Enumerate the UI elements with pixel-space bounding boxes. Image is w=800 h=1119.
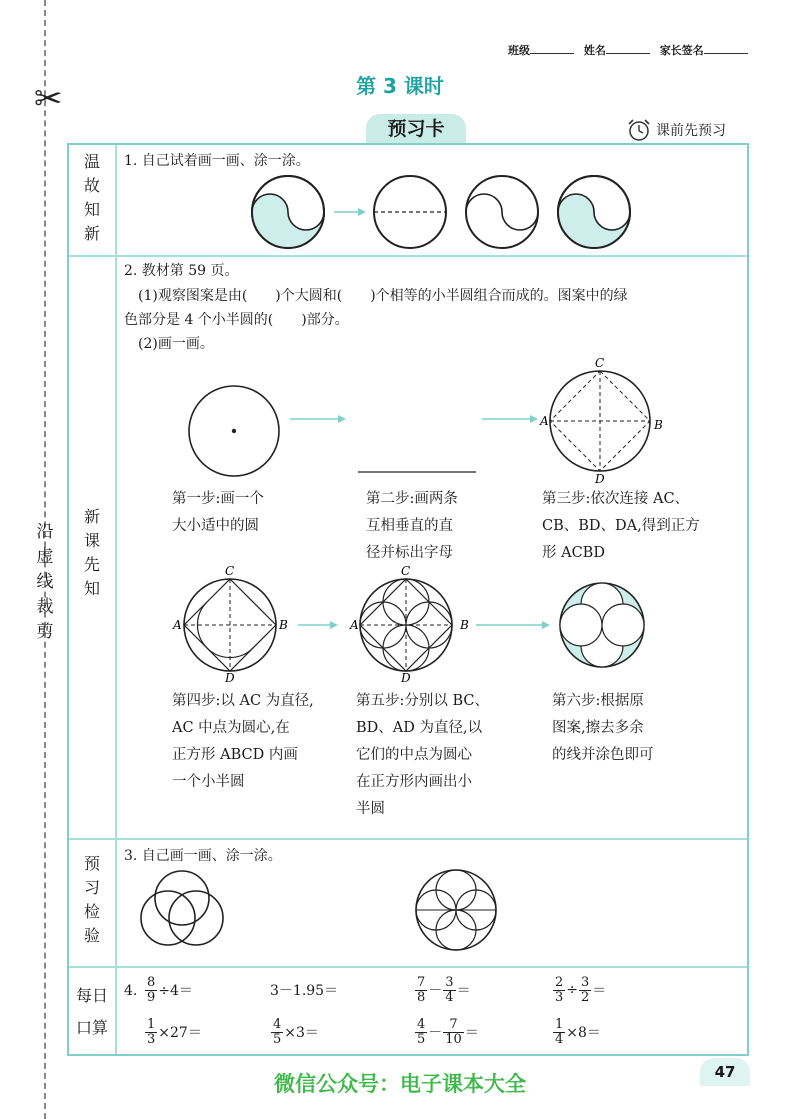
- denominator: 3: [147, 1031, 156, 1047]
- label-a: A: [540, 414, 549, 428]
- parent-sign-blank[interactable]: [704, 53, 748, 54]
- numerator: 3: [581, 974, 590, 990]
- row-divider: [69, 966, 747, 968]
- numerator: 3: [445, 974, 454, 990]
- step-2-text: [366, 486, 458, 567]
- section-label-new: 新课先知: [83, 507, 100, 598]
- name-label: 姓名: [583, 44, 606, 57]
- section-label-daily: [69, 984, 115, 1040]
- column-divider: [115, 145, 117, 1054]
- mental-math-row-2: [144, 1014, 744, 1050]
- class-label: 班级: [508, 44, 530, 57]
- section-label-check: 预习检验: [83, 854, 100, 945]
- question-4-number: 4.: [124, 983, 138, 999]
- class-blank[interactable]: [530, 53, 574, 54]
- step-4-figure: [172, 565, 288, 685]
- step-text-line: 第六步:根据原: [552, 693, 644, 709]
- math-text: ÷: [566, 982, 579, 998]
- step-6-text: [552, 688, 654, 769]
- yin-yang-figure-4: [558, 176, 630, 248]
- step-text-line: 图案,擦去多余: [552, 720, 644, 736]
- step-text-line: 互相垂直的直: [366, 518, 453, 534]
- fraction: [579, 976, 591, 1005]
- fraction: [415, 976, 427, 1005]
- step-5-text: [356, 688, 489, 823]
- math-text: ＝: [592, 983, 607, 999]
- label-b: B: [460, 618, 469, 632]
- alarm-clock-icon: [626, 118, 652, 142]
- check-figures: [138, 868, 568, 958]
- numerator: 1: [147, 1016, 156, 1032]
- math-text: ×27＝: [158, 1025, 202, 1041]
- flower-circle-figure: [416, 870, 496, 950]
- label-b: B: [654, 418, 663, 432]
- math-text: 3－1.95＝: [270, 983, 339, 999]
- steps-row-2-figures: [170, 565, 660, 685]
- step-text-line: 正方形 ABCD 内画: [172, 747, 298, 763]
- label-d: D: [401, 671, 411, 685]
- preview-label: 课前先预习: [656, 123, 726, 139]
- denominator: 9: [147, 989, 156, 1005]
- three-circles-figure: [141, 871, 223, 945]
- page-number: 47: [700, 1058, 750, 1086]
- denominator: 5: [273, 1031, 282, 1047]
- section-label-review: 温故知新: [83, 152, 100, 243]
- numerator: 8: [147, 974, 156, 990]
- numerator: 7: [417, 974, 426, 990]
- row-divider: [69, 838, 747, 840]
- step-text-line: 第一步:画一个: [172, 491, 264, 507]
- label-d: D: [225, 671, 235, 685]
- step-text-line: 半圆: [356, 801, 385, 817]
- step-text-line: 第五步:分别以 BC、: [356, 693, 490, 709]
- step-text-line: 第四步:以 AC 为直径,: [172, 693, 314, 709]
- step-4-text: [172, 688, 314, 796]
- denominator: 4: [445, 989, 454, 1005]
- step-text-line: 在正方形内画出小: [356, 774, 472, 790]
- step-text-line: 的线并涂色即可: [552, 747, 654, 763]
- step-1-figure: [189, 386, 279, 476]
- denominator: 3: [555, 989, 564, 1005]
- name-blank[interactable]: [606, 53, 650, 54]
- step-3-text: [542, 486, 700, 567]
- math-text: ×8＝: [566, 1025, 601, 1041]
- row-divider: [69, 255, 747, 257]
- mental-math-item[interactable]: [270, 972, 338, 1008]
- yin-yang-sequence: [250, 174, 650, 254]
- parent-sign-label: 家长签名: [659, 44, 704, 57]
- label-c: C: [225, 565, 235, 578]
- numerator: 4: [273, 1016, 282, 1032]
- question-3: 3. 自己画一画、涂一涂。: [124, 848, 282, 864]
- denominator: 4: [555, 1031, 564, 1047]
- step-text-line: 形 ACBD: [542, 545, 605, 561]
- step-text-line: 第三步:依次连接 AC、: [542, 491, 690, 507]
- lesson-title: 第 3 课时: [356, 74, 444, 98]
- question-1: 1. 自己试着画一画、涂一涂。: [124, 153, 310, 169]
- watermark: 微信公众号：电子课本大全: [274, 1072, 526, 1096]
- denominator: 5: [417, 1031, 426, 1047]
- step-text-line: BD、AD 为直径,以: [356, 720, 483, 736]
- mental-math-item[interactable]: [144, 1014, 202, 1050]
- preview-badge: [626, 118, 726, 142]
- numerator: 2: [555, 974, 564, 990]
- math-text: ＝: [456, 983, 471, 999]
- cut-label: 沿虚线裁剪: [36, 522, 54, 642]
- step-text-line: 径并标出字母: [366, 545, 453, 561]
- question-2-part2: (2)画一画。: [138, 336, 214, 352]
- fraction: [443, 976, 455, 1005]
- fraction: [415, 1018, 427, 1047]
- label-d: D: [595, 472, 605, 485]
- math-text: －: [428, 1025, 443, 1041]
- label-c: C: [401, 565, 411, 578]
- step-text-line: 一个小半圆: [172, 774, 245, 790]
- math-text: ×3＝: [284, 1025, 319, 1041]
- numerator: 7: [443, 1018, 464, 1033]
- numerator: 4: [417, 1016, 426, 1032]
- step-5-figure: [349, 565, 469, 685]
- fraction: [145, 976, 157, 1005]
- math-text: －: [428, 983, 443, 999]
- math-text: ÷4＝: [158, 983, 193, 999]
- scissors-icon: ✂: [34, 79, 63, 119]
- fraction: [553, 1018, 565, 1047]
- step-6-figure: [560, 583, 644, 667]
- yin-yang-figure-1: [252, 176, 324, 248]
- step-3-figure: [539, 356, 663, 485]
- yin-yang-figure-2: [374, 176, 446, 248]
- math-text: ＝: [464, 1025, 479, 1041]
- fraction: [271, 1018, 283, 1047]
- step-1-text: [172, 486, 264, 540]
- numerator: 1: [555, 1016, 564, 1032]
- yin-yang-figure-3: [466, 176, 538, 248]
- mental-math-item[interactable]: [270, 1014, 319, 1050]
- daily-label-line2: 口算: [75, 1018, 108, 1037]
- step-text-line: 它们的中点为圆心: [356, 747, 472, 763]
- mental-math-item[interactable]: [144, 972, 193, 1008]
- label-c: C: [595, 356, 605, 370]
- mental-math-row-1: [144, 972, 744, 1008]
- label-b: B: [279, 618, 288, 632]
- mental-math-item[interactable]: [414, 1014, 479, 1050]
- question-2-part1b: 色部分是 4 个小半圆的( )部分。: [124, 312, 349, 328]
- label-a: A: [173, 618, 182, 632]
- mental-math-item[interactable]: [552, 1014, 601, 1050]
- card-title: 预习卡: [366, 114, 466, 144]
- step-text-line: 第二步:画两条: [366, 491, 458, 507]
- question-2-title: 2. 教材第 59 页。: [124, 263, 239, 279]
- daily-label-line1: 每日: [75, 986, 108, 1005]
- denominator: 2: [581, 989, 590, 1005]
- question-2-part1: (1)观察图案是由( )个大圆和( )个相等的小半圆组合而成的。图案中的绿: [138, 288, 628, 304]
- denominator: 10: [445, 1031, 462, 1047]
- fraction: [443, 1018, 464, 1047]
- mental-math-item[interactable]: [552, 972, 606, 1008]
- step-text-line: CB、BD、DA,得到正方: [542, 518, 700, 534]
- step-text-line: 大小适中的圆: [172, 518, 259, 534]
- denominator: 8: [417, 989, 426, 1005]
- fraction: [553, 976, 565, 1005]
- student-info: [508, 42, 754, 58]
- steps-row-1-figures: [170, 355, 680, 485]
- step-text-line: AC 中点为圆心,在: [172, 720, 290, 736]
- mental-math-item[interactable]: [414, 972, 471, 1008]
- fraction: [145, 1018, 157, 1047]
- label-a: A: [350, 618, 359, 632]
